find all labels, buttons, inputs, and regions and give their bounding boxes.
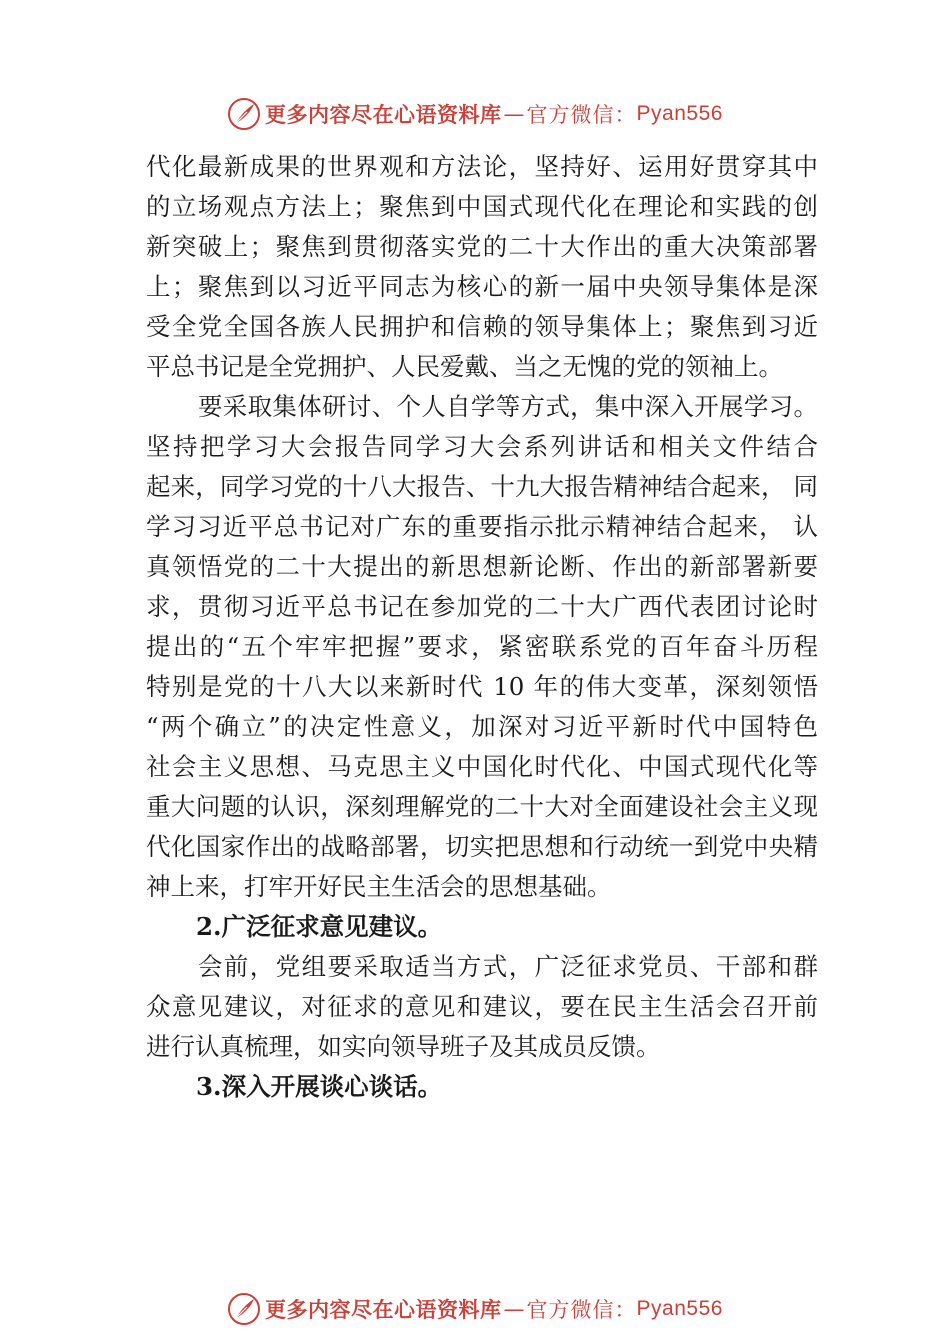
paragraph-line: 众意见建议，对征求的意见和建议，要在民主生活会召开前: [146, 992, 818, 1021]
watermark-dash: —: [503, 1297, 525, 1321]
paragraph-line: 坚持把学习大会报告同学习大会系列讲话和相关文件结合: [146, 432, 818, 461]
watermark-footer: [0, 1289, 950, 1329]
watermark-main-text: 更多内容尽在心语资料库: [265, 1297, 502, 1322]
watermark-main-text: 更多内容尽在心语资料库: [265, 102, 502, 127]
feather-pen-logo-icon: [227, 97, 261, 131]
paragraph-line: 起来，同学习党的十八大报告、十九大报告精神结合起来， 同: [146, 472, 818, 501]
paragraph-line: 神上来，打牢开好民主生活会的思想基础。: [146, 872, 612, 901]
watermark-header: [0, 94, 950, 134]
feather-pen-logo-icon: [227, 1292, 261, 1326]
paragraph-line: 受全党全国各族人民拥护和信赖的领导集体上；聚焦到习近: [146, 312, 818, 341]
document-body: [146, 147, 818, 1107]
paragraph-line: 的立场观点方法上；聚焦到中国式现代化在理论和实践的创: [146, 192, 818, 221]
watermark-dash: —: [503, 102, 525, 126]
paragraph-line: 社会主义思想、马克思主义中国化时代化、中国式现代化等: [146, 752, 818, 781]
watermark-sub-text: 官方微信：: [526, 1298, 637, 1322]
watermark-wechat-id: Pyan556: [636, 1297, 723, 1320]
paragraph-line: “两个确立”的决定性意义，加深对习近平新时代中国特色: [146, 712, 818, 741]
watermark-wechat-id: Pyan556: [636, 102, 723, 125]
paragraph-line: 代化国家作出的战略部署，切实把思想和行动统一到党中央精: [146, 832, 818, 861]
paragraph-line: 真领悟党的二十大提出的新思想新论断、作出的新部署新要: [146, 552, 818, 581]
watermark-sub-text: 官方微信：: [526, 103, 637, 127]
paragraph-line: 平总书记是全党拥护、人民爱戴、当之无愧的党的领袖上。: [146, 352, 783, 381]
paragraph-line: 新突破上；聚焦到贯彻落实党的二十大作出的重大决策部署: [146, 232, 818, 261]
paragraph-line: 求，贯彻习近平总书记在参加党的二十大广西代表团讨论时: [146, 592, 818, 621]
paragraph-line: 特别是党的十八大以来新时代 10 年的伟大变革，深刻领悟: [146, 672, 818, 701]
paragraph-line: 会前，党组要采取适当方式，广泛征求党员、干部和群: [198, 952, 818, 981]
paragraph-line: 上；聚焦到以习近平同志为核心的新一届中央领导集体是深: [146, 272, 818, 301]
paragraph-line: 要采取集体研讨、个人自学等方式，集中深入开展学习。: [198, 392, 818, 421]
section-heading: 3.深入开展谈心谈话。: [196, 1072, 443, 1101]
paragraph-line: 代化最新成果的世界观和方法论，坚持好、运用好贯穿其中: [146, 152, 818, 181]
section-heading: 2.广泛征求意见建议。: [196, 912, 443, 941]
paragraph-line: 提出的“五个牢牢把握”要求，紧密联系党的百年奋斗历程: [146, 632, 818, 661]
paragraph-line: 重大问题的认识，深刻理解党的二十大对全面建设社会主义现: [146, 792, 818, 821]
paragraph-line: 学习习近平总书记对广东的重要指示批示精神结合起来， 认: [146, 512, 818, 541]
paragraph-line: 进行认真梳理，如实向领导班子及其成员反馈。: [146, 1032, 661, 1061]
